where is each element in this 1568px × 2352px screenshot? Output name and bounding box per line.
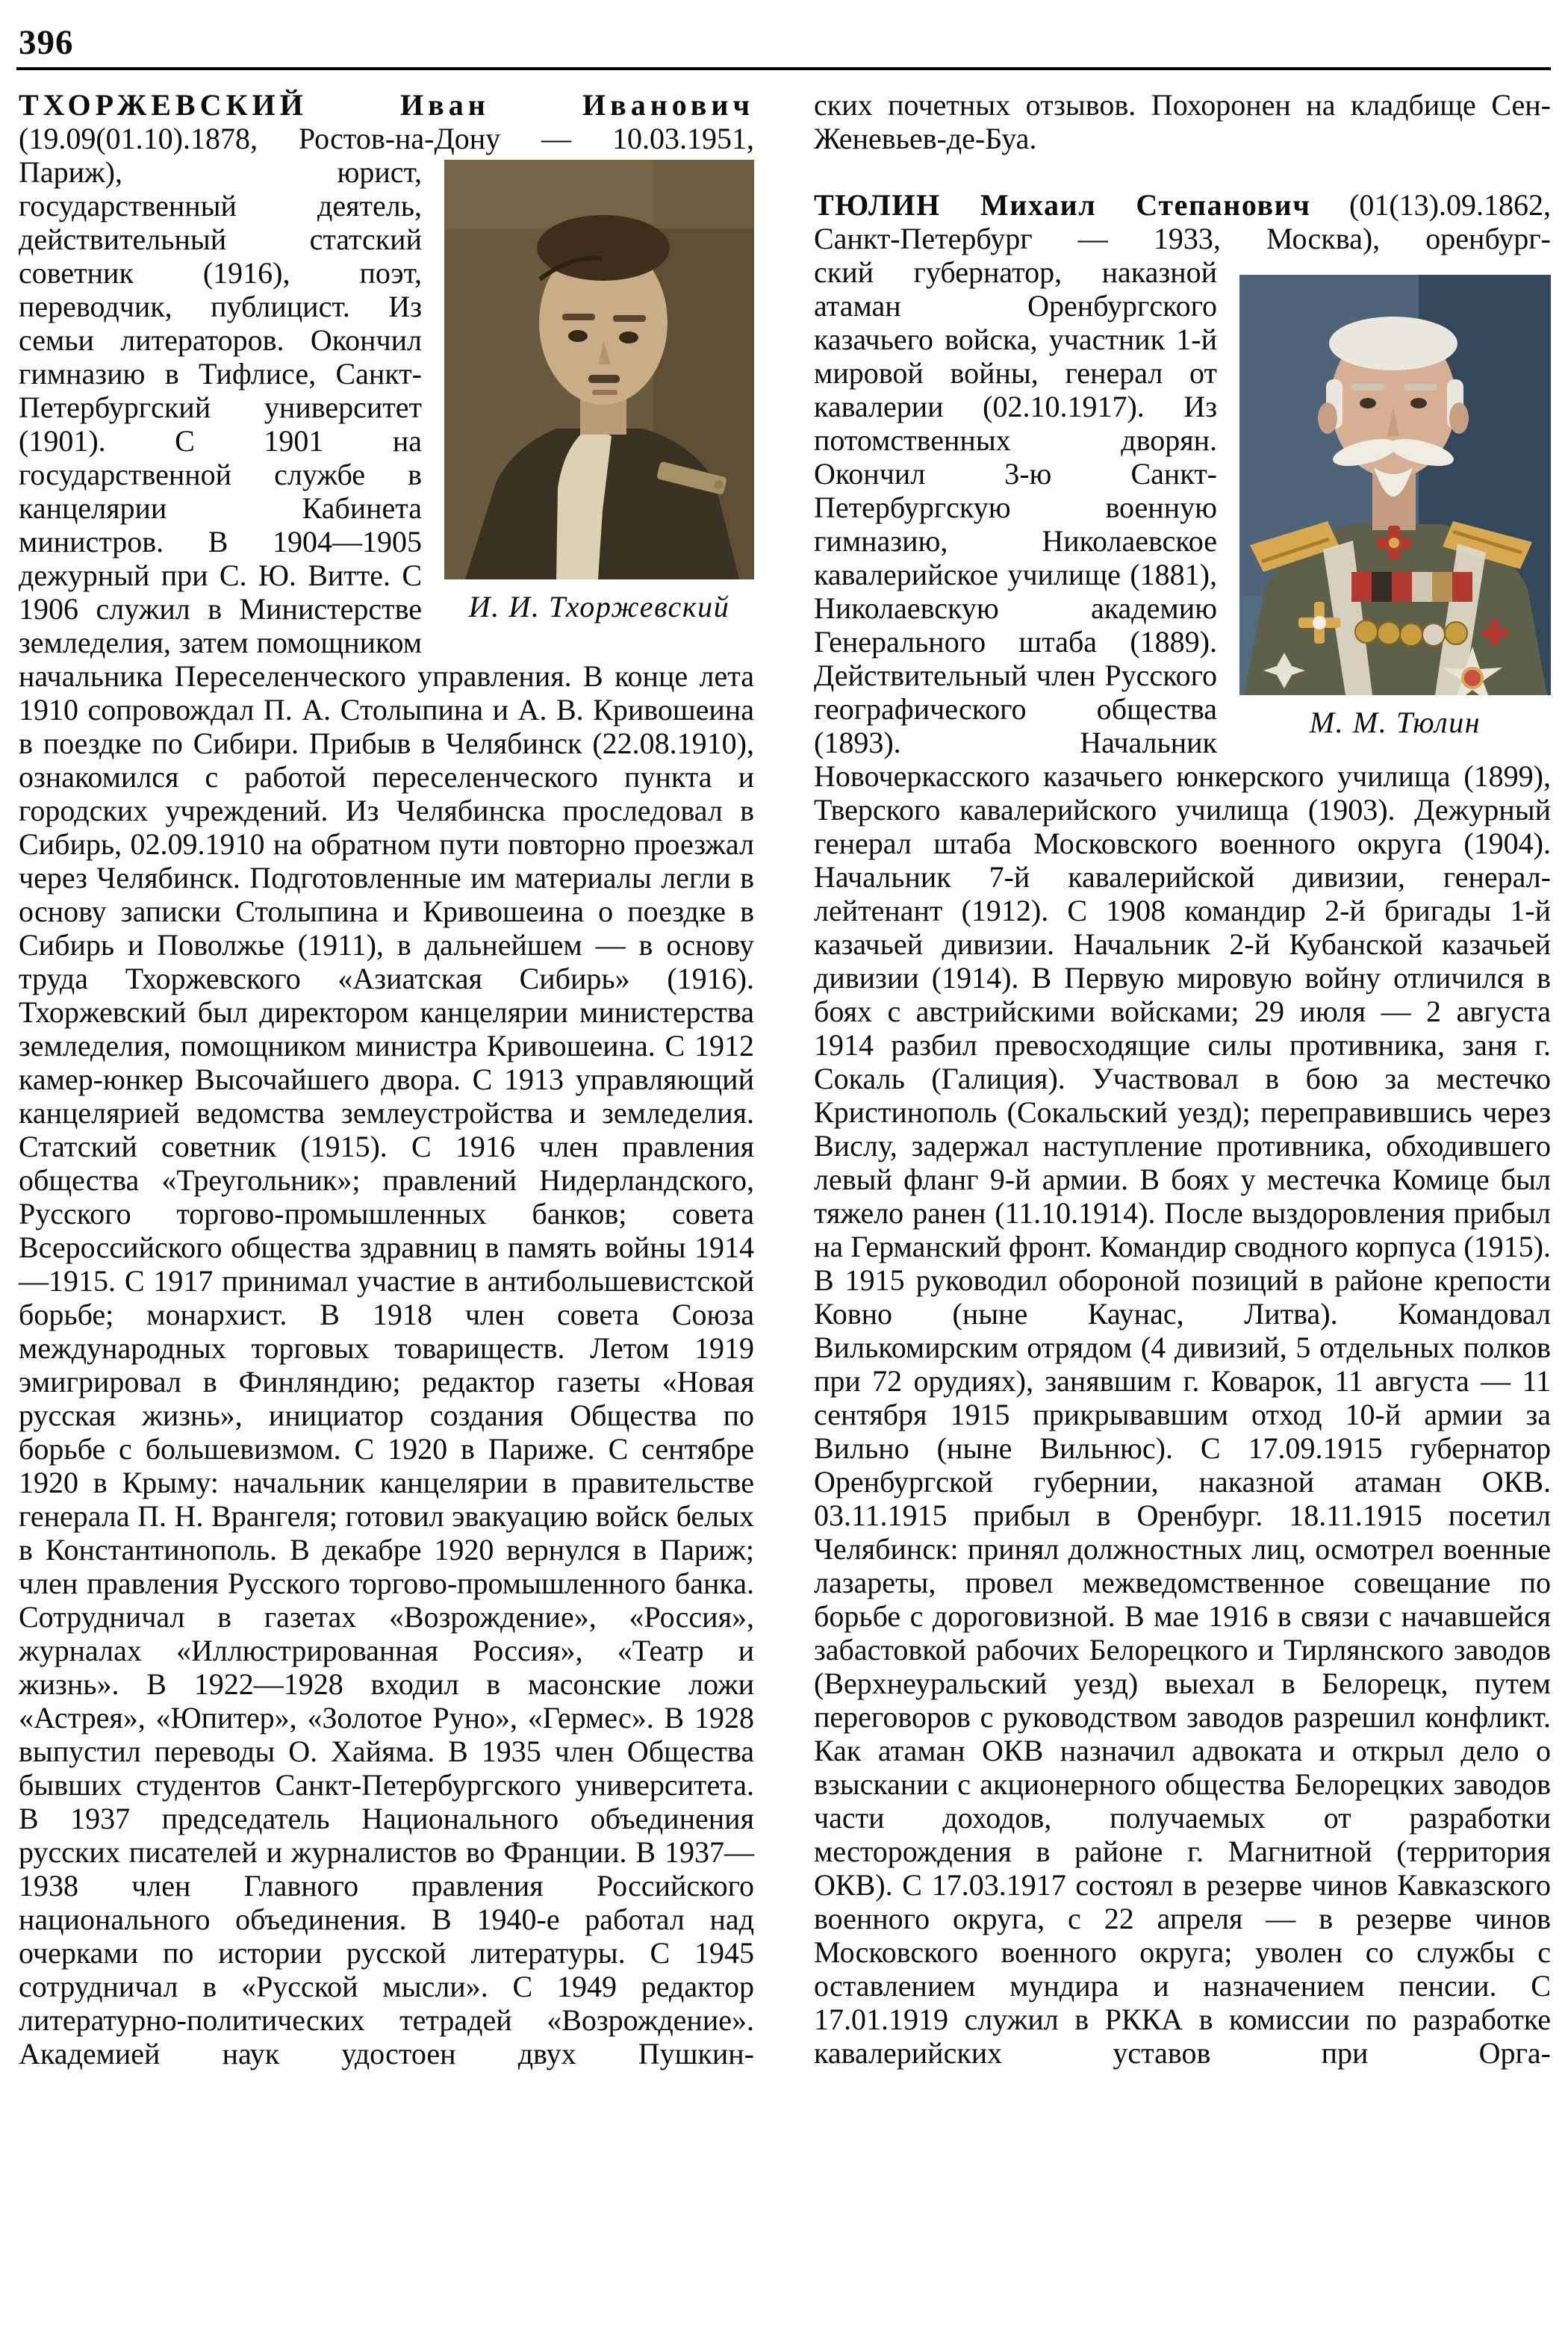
header-rule: [16, 67, 1551, 70]
entry-tkhorzhevsky: [19, 88, 754, 2071]
portrait-photo-tyulin: [1239, 275, 1551, 695]
portrait-figure-tyulin: [1239, 275, 1551, 739]
left-column: [19, 88, 754, 2071]
portrait-photo-tkhorzhevsky: [444, 160, 754, 579]
hair-shape: [1329, 317, 1457, 370]
photo-caption-tyulin: М. М. Тюлин: [1309, 706, 1481, 739]
medal-row: [1355, 620, 1467, 646]
entry-name-tyulin: ТЮЛИН Михаил Степанович: [814, 188, 1311, 222]
entry-text-tkhorzhevsky: Париж), юрист, государственный деятель, действительный статский советник (1916), поэт, переводчик, публицист. Из семьи литераторов. Окончил гимназию в Тифлисе, Санкт-Петербургский университет (1901). С 1901 на государственной службе в канцелярии Кабинета министров. В 1904—1905 дежурный при С. Ю. Витте. С 1906 служил в Министерстве земледелия, затем помощником начальника Переселенческого управления. В конце лета 1910 сопровождал П. А. Столыпина и А. В. Кривошеина в поездке по Сибири. Прибыв в Челябинск (22.08.1910), ознакомился с работой переселенческого пункта и городских учреждений. Из Челябинска проследовал в Сибирь, 02.09.1910 на обратном пути повторно проезжал через Челябинск. Подготовленные им материалы легли в основу записки Столыпина и Кривошеина о поездке в Сибирь и Поволжье (1911), в дальнейшем — в основу труда Тхоржевского «Азиатская Сибирь» (1916). Тхоржевский был директором канцелярии министерства земледелия, помощником министра Кривошеина. С 1912 камер-юнкер Высочайшего двора. С 1913 управляющий канцелярией ведомства землеустройства и земледелия. Статский советник (1915). С 1916 член правления общества «Треугольник»; правлений Нидерландского, Русского торгово-промышленных банков; совета Всероссийского общества здравниц в память войны 1914—1915. С 1917 принимал участие в антибольшевистской борьбе; монархист. В 1918 член совета Союза международных торговых товариществ. Летом 1919 эмигрировал в Финляндию; редактор газеты «Новая русская жизнь», инициатор создания Общества по борьбе с большевизмом. С 1920 в Париже. С сентябре 1920 в Крыму: начальник канцелярии в правительстве генерала П. Н. Врангеля; готовил эвакуацию войск белых в Константинополь. В декабре 1920 вернулся в Париж; член правления Русского торгово-промышленного банка. Сотрудничал в газетах «Возрождение», «Россия», журналах «Иллюстрированная Россия», «Театр и жизнь». В 1922—1928 входил в масонские ложи «Астрея», «Юпитер», «Золотое Руно», «Гермес». В 1928 выпустил переводы О. Хайяма. В 1935 член Общества бывших студентов Санкт-Петербургского университета. В 1937 председатель Национального объединения русских писателей и журналистов во Франции. В 1937—1938 член Главного правления Российского национального объединения. В 1940-е работал над очерками по истории русской литературы. С 1945 сотрудничал в «Русской мысли». С 1949 редактор литературно-политических тетрадей «Возрождение». Академией наук удостоен двух Пушкин-: [19, 155, 754, 2071]
right-column: [814, 88, 1551, 2070]
entry-continuation-tkhorzhevsky: ских почетных отзывов. Похоронен на кладбище Сен-Женевьев-де-Буа.: [814, 88, 1551, 155]
portrait-figure-tkhorzhevsky: [444, 160, 754, 623]
page-number: 396: [19, 23, 74, 62]
entry-tyulin: [814, 188, 1551, 2070]
entry-dates-tkhorzhevsky: (19.09(01.10).1878, Ростов-на-Дону — 10.03.1951,: [19, 122, 754, 155]
entry-text-tyulin: ский губернатор, наказной атаман Оренбургского казачьего войска, участник 1-й мировой войны, генерал от кавалерии (02.10.1917). Из потомственных дворян. Окончил 3-ю Санкт-Петербургскую военную гимназию, Николаевское кавалерийское училище (1881), Николаевскую академию Генерального штаба (1889). Действительный член Русского географического общества (1893). Начальник Новочеркасского казачьего юнкерского училища (1899), Тверского кавалерийского училища (1903). Дежурный генерал штаба Московского военного округа (1904). Начальник 7-й кавалерийской дивизии, генерал-лейтенант (1912). С 1908 командир 2-й бригады 1-й казачьей дивизии. Начальник 2-й Кубанской казачьей дивизии (1914). В Первую мировую войну отличился в боях с австрийскими войсками; 29 июля — 2 августа 1914 разбил превосходящие силы противника, заня г. Сокаль (Галиция). Участвовал в бою за местечко Кристинополь (Сокальский уезд); переправившись через Вислу, задержал наступление противника, обходившего левый фланг 9-й армии. В боях у местечка Комице был тяжело ранен (11.10.1914). После выздоровления прибыл на Германский фронт. Командир сводного корпуса (1915). В 1915 руководил обороной позиций в районе крепости Ковно (ныне Каунас, Литва). Командовал Вилькомирским отрядом (4 дивизий, 5 отдельных полков при 72 орудиях), занявшим г. Коварок, 11 августа — 11 сентября 1915 прикрывавшим отход 10-й армии за Вильно (ныне Вильнюс). С 17.09.1915 губернатор Оренбургской губернии, наказной атаман ОКВ. 03.11.1915 прибыл в Оренбург. 18.11.1915 посетил Челябинск: принял должностных лиц, осмотрел военные лазареты, провел межведомственное совещание по борьбе с дороговизной. В мае 1916 в связи с начавшейся забастовкой рабочих Белорецкого и Тирлянского заводов (Верхнеуральский уезд) выехал в Белорецк, путем переговоров с руководством заводов разрешил конфликт. Как атаман ОКВ назначил адвоката и открыл дело о взыскании с акционерного общества Белорецких заводов части доходов, получаемых от разработки месторождения в районе г. Магнитной (территория ОКВ). С 17.03.1917 состоял в резерве чинов Кавказского военного округа, с 22 апреля — в резерве чинов Московского военного округа; уволен со службы с оставлением мундира и назначением пенсии. С 17.01.1919 служил в РККА в комиссии по разработке кавалерийских уставов при Орга-: [814, 255, 1551, 2070]
entry-title-line-tyulin: [814, 188, 1551, 255]
hair-shape: [537, 215, 670, 281]
entry-dates-tyulin: (01(13).09.1862, Санкт-Петербург — 1933, Москва), оренбург-: [814, 188, 1551, 255]
photo-caption-tkhorzhevsky: И. И. Тхоржевский: [468, 590, 730, 623]
ribbon-bar: [1351, 572, 1472, 602]
entry-title-tkhorzhevsky: ТХОРЖЕВСКИЙ Иван Иванович: [19, 88, 754, 122]
entry-body-tkhorzhevsky: [19, 155, 754, 2071]
entry-body-tyulin: [814, 255, 1551, 2070]
